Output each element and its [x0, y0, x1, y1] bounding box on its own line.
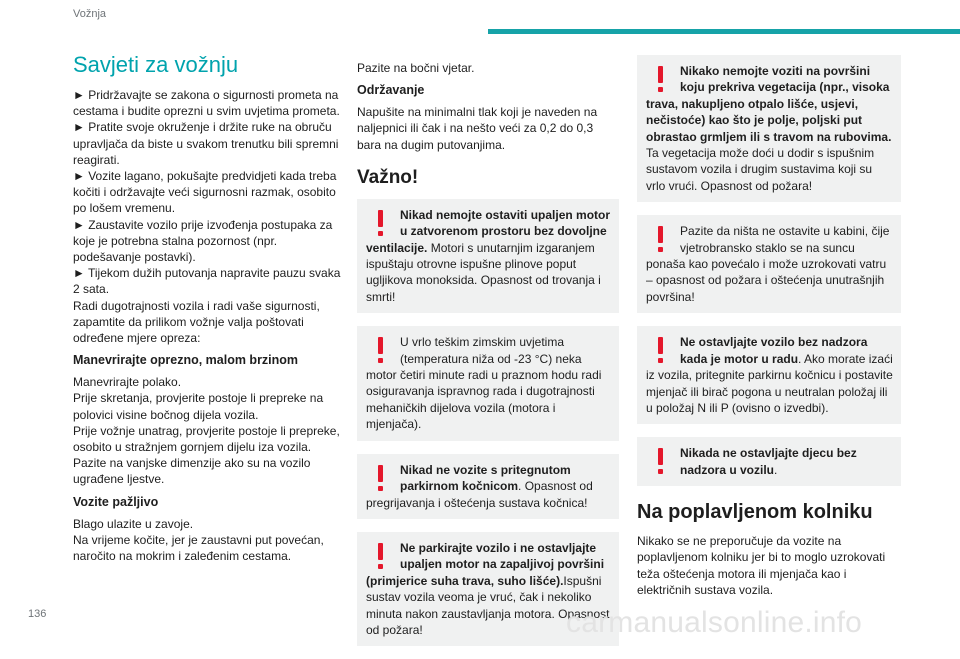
wind-note: Pazite na bočni vjetar. — [357, 61, 475, 75]
manoeuvre-paragraph: Prije vožnje unatrag, provjerite postoje li prepreke, osobito u stražnjem gornjem dijelu iza vozila. — [73, 423, 340, 455]
intro-paragraph: ► Pridržavajte se zakona o sigurnosti prometa na cestama i budite oprezni u svim uvjetima prometa. — [73, 88, 340, 119]
drive-carefully-paragraph: Na vrijeme kočite, jer je zaustavni put povećan, naročito na mokrim i zaleđenim cestama. — [73, 532, 324, 564]
warning-box — [357, 326, 619, 440]
running-header: Vožnja — [73, 8, 107, 20]
subheading-drive-carefully: Vozite pažljivo — [73, 494, 159, 509]
warning-text: Ispušni sustav vozila veoma je vruć, čak i nekoliko minuta nakon zaustavljanja motora. Opasnost od požara! — [366, 573, 610, 637]
warning-text: Ta vegetacija može doći u dodir s ispušnim sustavom vozila i drugim sustavima koji su vrlo vrući. Opasnost od požara! — [646, 146, 875, 193]
warning-icon — [650, 445, 672, 477]
warning-text: Motori s unutarnjim izgaranjem ispuštaju otrovne ispušne plinove poput ugljikova monoksida. Opasnost od trovanja i smrti! — [366, 240, 601, 304]
warning-icon — [370, 540, 392, 572]
warning-box — [357, 199, 619, 313]
watermark: carmanualsonline.info — [566, 606, 863, 639]
warning-box — [637, 55, 901, 202]
warning-icon — [370, 462, 392, 494]
warning-bold: Nikad nemojte ostaviti upaljen motor u zatvorenom prostoru bez dovoljne ventilacije. — [366, 207, 611, 255]
important-heading: Važno! — [357, 166, 419, 188]
intro-paragraph: ► Vozite lagano, pokušajte predvidjeti kada treba kočiti i održavajte veći sigurnosni razmak, osobito po lošem vremenu. — [73, 169, 337, 216]
subheading-manoeuvre: Manevrirajte oprezno, malom brzinom — [73, 353, 299, 368]
intro-paragraph: Radi dugotrajnosti vozila i radi vaše sigurnosti, zapamtite da prilikom vožnje valja poštovati određene mjere opreza: — [73, 298, 320, 346]
warning-text: . — [774, 462, 778, 477]
drive-carefully-paragraph: Blago ulazite u zavoje. — [73, 516, 194, 531]
column-3 — [637, 55, 901, 598]
header-accent-bar — [488, 29, 960, 34]
warning-bold: Nikako nemojte voziti na površini koju prekriva vegetacija (npr., visoka trava, nakupljeno otpalo lišće, usjevi, nečistoće) kao što je polje, poljski put obrastao grmljem ili s travom na rubovima. — [646, 64, 892, 144]
subheading-maintenance: Održavanje — [357, 83, 425, 98]
maintenance-paragraph: Napušite na minimalni tlak koji je naveden na naljepnici ili čak i na nešto veći za 0,2 do 0,3 bara na dugim putovanjima. — [357, 105, 598, 152]
intro-paragraph: ► Zaustavite vozilo prije izvođenja postupaka za koje je potrebna stalna pozornost (npr. podešavanje postavki). — [73, 217, 333, 265]
warning-text: . Ako morate izaći iz vozila, pritegnite parkirnu kočnicu i postavite mjenjač ili birač pogona u neutralan položaj ili u položaj N ili P (ovisno o izvedbi). — [646, 351, 893, 415]
warning-icon — [650, 334, 672, 366]
warning-icon — [650, 63, 672, 95]
flooded-road-paragraph: Nikako se ne preporučuje da vozite na poplavljenom kolniku jer bi to moglo uzrokovati teža oštećenja motora ili mjenjača kao i električnih sustava vozila. — [637, 534, 886, 597]
column-2 — [357, 60, 619, 659]
warning-bold: Nikad ne vozite s pritegnutom parkirnom kočnicom — [400, 462, 571, 494]
warning-bold: Ne ostavljajte vozilo bez nadzora kada je motor u radu — [680, 335, 868, 366]
warning-box — [637, 215, 901, 313]
warning-box — [357, 454, 619, 519]
warning-icon — [370, 334, 392, 366]
warning-text: . Opasnost od pregrijavanja i oštećenja sustava kočnica! — [366, 479, 593, 510]
manoeuvre-paragraph: Pazite na vanjske dimenzije ako su na vozilo ugrađene ljestve. — [73, 456, 311, 487]
warning-bold: Ne parkirajte vozilo i ne ostavljajte upaljen motor na zapaljivoj površini (primjerice suha trava, suho lišće). — [366, 540, 605, 588]
warning-bold: Nikada ne ostavljajte djecu bez nadzora u vozilu — [680, 446, 857, 477]
warning-icon — [370, 207, 392, 239]
warning-text: U vrlo teškim zimskim uvjetima (temperatura niža od -23 °C) neka motor četiri minute radi u praznom hodu radi osiguravanja ispravnog rada i dugotrajnosti mehaničkih dijelova vozila (motora i mjenjača). — [366, 335, 602, 432]
flooded-road-heading: Na poplavljenom kolniku — [637, 501, 873, 524]
warning-box — [637, 437, 901, 486]
manoeuvre-paragraph: Prije skretanja, provjerite postoje li prepreke na polovici visine bočnog dijela vozila. — [73, 391, 324, 422]
intro-paragraph: ► Tijekom dužih putovanja napravite pauzu svaka 2 sata. — [73, 266, 341, 297]
warning-icon — [650, 223, 672, 255]
column-1 — [73, 52, 341, 564]
page-title: Savjeti za vožnju — [73, 52, 239, 77]
warning-text: Pazite da ništa ne ostavite u kabini, čije vjetrobransko staklo se na suncu ponaša kao povećalo i može uzrokovati vatru – opasnost od požara i oštećenja unutrašnjih površina! — [646, 224, 890, 304]
manoeuvre-paragraph: Manevrirajte polako. — [73, 375, 182, 390]
intro-paragraph: ► Pratite svoje okruženje i držite ruke na obruču upravljača da biste u svakom trenutku bili spremni reagirati. — [73, 120, 339, 167]
warning-box — [637, 326, 901, 424]
page-number: 136 — [28, 608, 47, 620]
